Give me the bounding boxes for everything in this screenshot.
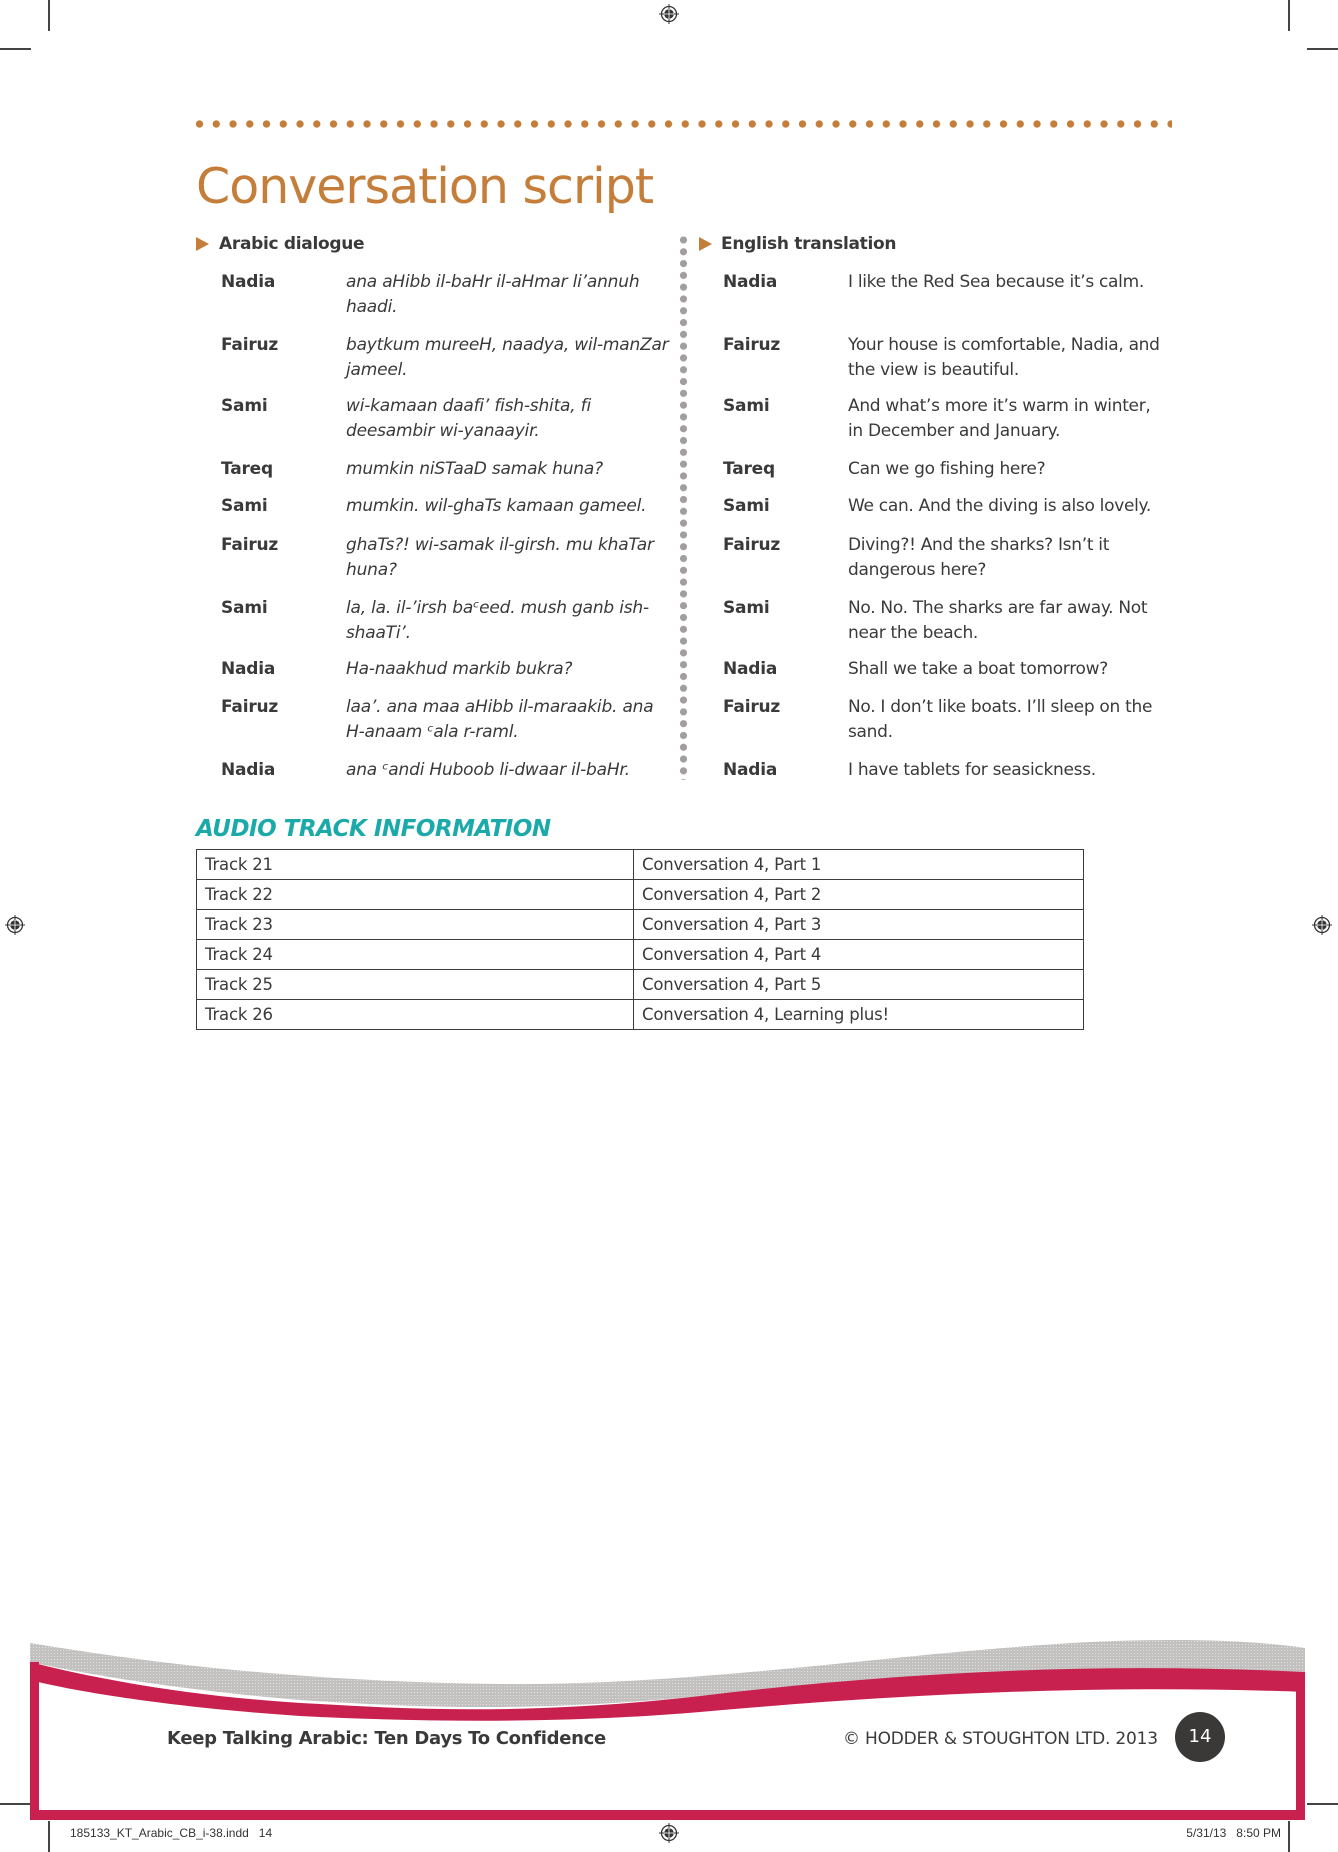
crop-mark bbox=[1288, 0, 1290, 31]
speaker-name: Sami bbox=[723, 396, 770, 416]
arabic-line: ghaTs?! wi-samak il-girsh. mu khaTar huna? bbox=[346, 535, 654, 580]
track-number-cell: Track 26 bbox=[197, 1000, 634, 1030]
track-number-cell: Track 22 bbox=[197, 880, 634, 910]
speaker-name: Sami bbox=[723, 598, 770, 618]
copyright-notice: © HODDER & STOUGHTON LTD. 2013 bbox=[843, 1729, 1158, 1749]
track-row bbox=[197, 910, 1084, 940]
page-number-badge: 14 bbox=[1175, 1712, 1225, 1762]
arabic-line: Ha-naakhud markib bukra? bbox=[346, 659, 573, 679]
speaker-name: Fairuz bbox=[221, 535, 279, 555]
slug-filename: 185133_KT_Arabic_CB_i-38.indd 14 bbox=[70, 1826, 273, 1840]
arabic-line: ana aHibb il-baHr il-aHmar li’annuh haadi. bbox=[346, 272, 640, 317]
page-title: Conversation script bbox=[196, 158, 654, 215]
speaker-name: Tareq bbox=[723, 459, 775, 479]
speaker-name: Sami bbox=[221, 598, 268, 618]
crop-mark bbox=[48, 0, 50, 31]
speaker-name: Fairuz bbox=[723, 335, 781, 355]
track-content-cell: Conversation 4, Part 3 bbox=[634, 910, 1084, 940]
english-line: No. No. The sharks are far away. Not near the beach. bbox=[848, 598, 1148, 643]
speaker-name: Nadia bbox=[723, 272, 778, 292]
speaker-name: Sami bbox=[221, 496, 268, 516]
arabic-line: laa’. ana maa aHibb il-maraakib. ana H-anaam ᶜala r-raml. bbox=[346, 697, 654, 742]
english-line: Your house is comfortable, Nadia, and the view is beautiful. bbox=[848, 335, 1160, 380]
track-row bbox=[197, 970, 1084, 1000]
english-line: I like the Red Sea because it’s calm. bbox=[848, 272, 1144, 292]
crop-mark bbox=[0, 48, 31, 50]
speaker-name: Nadia bbox=[221, 659, 276, 679]
english-line: No. I don’t like boats. I’ll sleep on the sand. bbox=[848, 697, 1153, 742]
speaker-name: Sami bbox=[221, 396, 268, 416]
track-content-cell: Conversation 4, Part 5 bbox=[634, 970, 1084, 1000]
speaker-name: Nadia bbox=[221, 272, 276, 292]
english-line: We can. And the diving is also lovely. bbox=[848, 496, 1151, 516]
registration-mark-icon bbox=[659, 4, 679, 24]
english-line: Shall we take a boat tomorrow? bbox=[848, 659, 1108, 679]
audio-track-heading: AUDIO TRACK INFORMATION bbox=[196, 816, 551, 842]
registration-mark-icon bbox=[1312, 915, 1332, 935]
crop-mark bbox=[1307, 48, 1338, 50]
speaker-name: Nadia bbox=[723, 760, 778, 780]
dotted-rule bbox=[196, 120, 1172, 128]
track-row bbox=[197, 940, 1084, 970]
english-translation-heading: English translation bbox=[721, 234, 897, 254]
english-line: And what’s more it’s warm in winter, in December and January. bbox=[848, 396, 1151, 441]
english-line: Diving?! And the sharks? Isn’t it dangerous here? bbox=[848, 535, 1110, 580]
arabic-line: baytkum mureeH, naadya, wil-manZar jameel. bbox=[346, 335, 669, 380]
speaker-name: Tareq bbox=[221, 459, 273, 479]
speaker-name: Nadia bbox=[221, 760, 276, 780]
track-number-cell: Track 24 bbox=[197, 940, 634, 970]
arabic-line: ana ᶜandi Huboob li-dwaar il-baHr. bbox=[346, 760, 630, 780]
arabic-line: wi-kamaan daafi’ fish-shita, fi deesambir wi-yanaayir. bbox=[346, 396, 591, 441]
track-number-cell: Track 23 bbox=[197, 910, 634, 940]
slug-timestamp: 5/31/13 8:50 PM bbox=[1186, 1826, 1281, 1840]
track-content-cell: Conversation 4, Part 2 bbox=[634, 880, 1084, 910]
column-separator bbox=[680, 236, 688, 780]
track-row bbox=[197, 850, 1084, 880]
audio-track-table bbox=[196, 849, 1084, 1030]
english-line: I have tablets for seasickness. bbox=[848, 760, 1096, 780]
arabic-dialogue-heading: Arabic dialogue bbox=[219, 234, 365, 254]
speaker-name: Fairuz bbox=[723, 697, 781, 717]
track-content-cell: Conversation 4, Part 4 bbox=[634, 940, 1084, 970]
speaker-name: Fairuz bbox=[221, 697, 279, 717]
english-line: Can we go fishing here? bbox=[848, 459, 1046, 479]
speaker-name: Nadia bbox=[723, 659, 778, 679]
arabic-line: mumkin niSTaaD samak huna? bbox=[346, 459, 603, 479]
speaker-name: Sami bbox=[723, 496, 770, 516]
track-row bbox=[197, 880, 1084, 910]
track-content-cell: Conversation 4, Learning plus! bbox=[634, 1000, 1084, 1030]
arabic-line: mumkin. wil-ghaTs kamaan gameel. bbox=[346, 496, 647, 516]
arrow-bullet-icon bbox=[699, 237, 712, 251]
speaker-name: Fairuz bbox=[723, 535, 781, 555]
track-content-cell: Conversation 4, Part 1 bbox=[634, 850, 1084, 880]
arrow-bullet-icon bbox=[196, 237, 209, 251]
track-number-cell: Track 21 bbox=[197, 850, 634, 880]
track-number-cell: Track 25 bbox=[197, 970, 634, 1000]
book-title: Keep Talking Arabic: Ten Days To Confidence bbox=[167, 1728, 606, 1749]
arabic-line: la, la. il-’irsh baᶜeed. mush ganb ish-shaaTi’. bbox=[346, 598, 649, 643]
registration-mark-icon bbox=[5, 915, 25, 935]
track-row bbox=[197, 1000, 1084, 1030]
speaker-name: Fairuz bbox=[221, 335, 279, 355]
